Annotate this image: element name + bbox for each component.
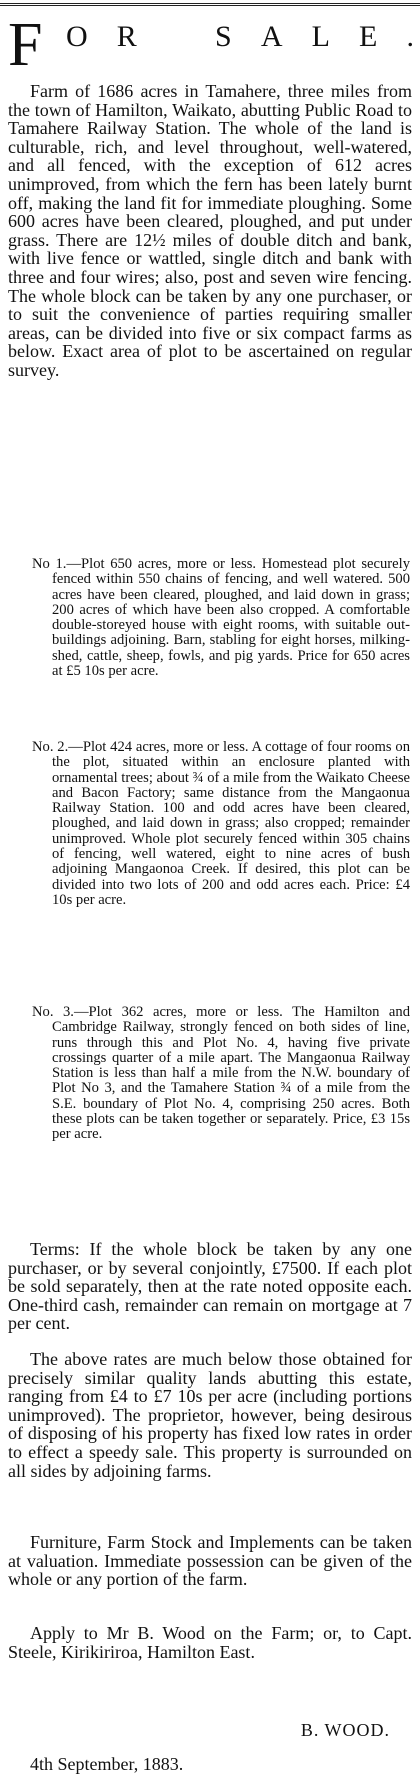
intro-paragraph <box>8 82 412 380</box>
rates-paragraph <box>8 1350 412 1480</box>
title-letters <box>66 22 414 52</box>
furniture-text: Furniture, Farm Stock and Implements can be taken at valuation. Immediate possession can be given of the whole or any portion of the farm. <box>8 1532 412 1590</box>
title-spacer <box>166 22 186 52</box>
plot-1-block <box>32 556 410 680</box>
apply-paragraph <box>8 1624 412 1661</box>
title-letter: E <box>359 20 378 53</box>
terms-paragraph <box>8 1240 412 1333</box>
furniture-paragraph <box>8 1533 412 1589</box>
title-letter: A <box>260 20 283 53</box>
apply-text: Apply to Mr B. Wood on the Farm; or, to Capt. Steele, Kirikiriroa, Hamilton East. <box>8 1623 412 1662</box>
plot-3-text: No. 3.—Plot 362 acres, more or less. The Hamilton and Cambridge Railway, strongly fenced on both sides of line, runs through this and Plot No. 4, having five private crossings quarter of a mile apart. The Mangaonua Railway Station is less than half a mile from the N.W. boundary of Plot No 3, and the Tamahere Station ¾ of a mile from the S.E. boundary of Plot No. 4, comprising 250 acres. Both these plots can be taken together or separately. Price, £3 15s per acre. <box>32 1004 410 1143</box>
dateline: 4th September, 1883. <box>30 1754 184 1774</box>
plot-2-text: No. 2.—Plot 424 acres, more or less. A cottage of four rooms on the plot, situated within an enclosure planted with ornamental trees; about ¾ of a mile from the Waikato Cheese and Bacon Factory; same distance from the Mangaonua Railway Station. 100 and odd acres have been cleared, ploughed, and laid down in grass; also cropped; remainder unimproved. Whole plot securely fenced within 305 chains of fencing, well watered, eight to nine acres of bush adjoining Mangaonoa Creek. If desired, this plot can be divided into two lots of 200 and odd acres each. Price: £4 10s per acre. <box>32 739 411 908</box>
title-letter: L <box>311 20 330 53</box>
terms-text: Terms: If the whole block be taken by any one purchaser, or by several conjointly, £7500. If each plot be sold separately, then at the rate noted opposite each. One-third cash, remainder can remain on mortgage at 7 per cent. <box>8 1239 412 1334</box>
top-double-rule <box>0 3 420 6</box>
title-drop-cap: F <box>8 11 43 79</box>
title-letter: R <box>116 20 137 53</box>
advert-title <box>8 11 414 79</box>
title-letter: S <box>215 20 232 53</box>
plot-3-block <box>32 1004 410 1143</box>
plot-2-block <box>32 739 411 908</box>
title-letter: O <box>66 20 88 53</box>
intro-text: Farm of 1686 acres in Tamahere, three miles from the town of Hamilton, Waikato, abutting Public Road to Tamahere Railway Station. The whole of the land is culturable, rich, and level throughout, well-watered, and all fenced, with the exception of 612 acres unimproved, from which the fern has been lately burnt off, making the land fit for immediate ploughing. Some 600 acres have been cleared, ploughed, and put under grass. There are 12½ miles of double ditch and bank, with live fence or wattled, single ditch and bank with three and four wires; also, post and seven wire fencing. The whole block can be taken by any one purchaser, or to suit the convenience of parties requiring smaller areas, can be divided into five or six compact farms as below. Exact area of plot to be ascertained on regular survey. <box>8 81 412 380</box>
title-letter: . <box>406 20 414 53</box>
plot-1-text: No 1.—Plot 650 acres, more or less. Homestead plot securely fenced within 550 chains of fencing, and well watered. 500 acres have been cleared, ploughed, and laid down in grass; 200 acres of which have been also cropped. A comfortable double-storeyed house with eight rooms, with suitable out-buildings adjoining. Barn, stabling for eight horses, milking-shed, cattle, sheep, fowls, and pig yards. Price for 650 acres at £5 10s per acre. <box>32 556 410 680</box>
signature: B. WOOD. <box>300 1720 390 1740</box>
rates-text: The above rates are much below those obtained for precisely similar quality lands abutting this estate, ranging from £4 to £7 10s per acre (including portions unimproved). The proprietor, however, being desirous of disposing of his property has fixed low rates in order to effect a speedy sale. This property is surrounded on all sides by adjoining farms. <box>8 1349 412 1481</box>
